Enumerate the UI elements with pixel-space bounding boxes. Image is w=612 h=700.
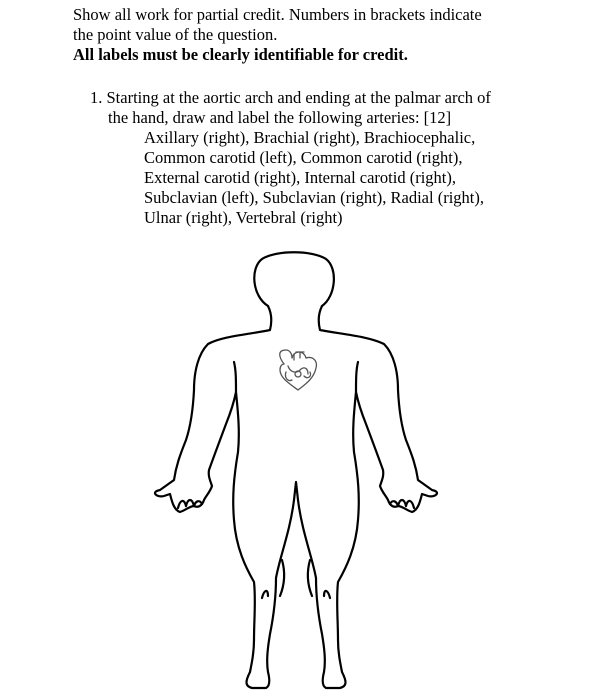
question-stem-line: Starting at the aortic arch and ending at the palmar arch of <box>106 88 491 107</box>
instructions-line: the point value of the question. <box>73 25 278 44</box>
labels-requirement: All labels must be clearly identifiable for credit. <box>73 45 408 64</box>
question-number: 1. <box>90 88 103 107</box>
heart-icon <box>280 350 317 390</box>
artery-list-line: Ulnar (right), Vertebral (right) <box>144 208 343 227</box>
question-stem-line: the hand, draw and label the following arteries: [12] <box>108 108 452 127</box>
instructions-line: Show all work for partial credit. Numbers in brackets indicate <box>73 5 482 24</box>
artery-list-line: Axillary (right), Brachial (right), Brachiocephalic, <box>144 128 476 147</box>
body-outline-icon <box>155 252 437 688</box>
artery-list-line: External carotid (right), Internal carotid (right), <box>144 168 456 187</box>
artery-list-line: Subclavian (left), Subclavian (right), Radial (right), <box>144 188 484 207</box>
artery-list-line: Common carotid (left), Common carotid (right), <box>144 148 463 167</box>
